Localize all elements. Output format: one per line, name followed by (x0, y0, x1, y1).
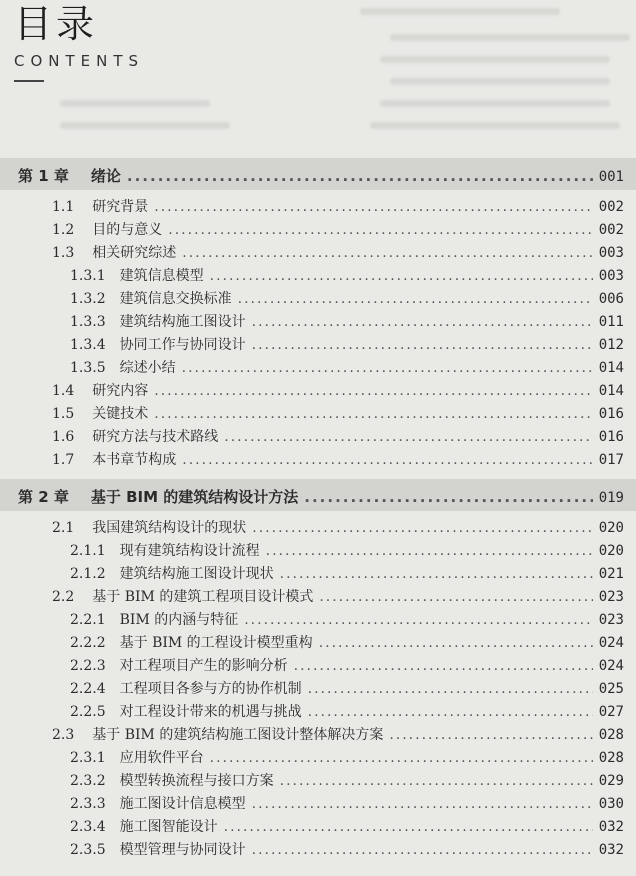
leader-dots (182, 452, 592, 468)
section-title: 建筑结构施工图设计现状 (119, 566, 274, 582)
leader-dots (266, 543, 593, 559)
leader-dots (238, 291, 593, 307)
chapter-entry[interactable] (18, 486, 624, 507)
section-number: 2.1.2 (70, 566, 106, 582)
section-page-number: 028 (598, 727, 624, 743)
section-page-number: 027 (598, 704, 624, 720)
leader-dots (210, 750, 593, 766)
section-number: 2.1.1 (70, 543, 106, 559)
section-number: 1.3.2 (70, 291, 106, 307)
section-number: 2.3.3 (70, 796, 106, 812)
subsection-entry[interactable] (70, 701, 624, 721)
leader-dots (319, 589, 592, 605)
section-page-number: 020 (598, 520, 624, 536)
section-page-number: 011 (598, 314, 624, 330)
section-number: 1.3.5 (70, 360, 106, 376)
section-title: 工程项目各参与方的协作机制 (119, 681, 302, 697)
section-title: 应用软件平台 (119, 750, 204, 766)
leader-dots (182, 360, 593, 376)
section-title: BIM 的内涵与特征 (119, 612, 239, 628)
section-title: 目的与意义 (92, 222, 163, 238)
leader-dots (252, 520, 592, 536)
section-title: 基于 BIM 的工程设计模型重构 (119, 635, 313, 651)
section-page-number: 032 (598, 819, 624, 835)
section-page-number: 023 (598, 612, 624, 628)
section-page-number: 012 (598, 337, 624, 353)
subsection-entry[interactable] (70, 793, 624, 813)
section-entry[interactable] (52, 219, 624, 239)
section-page-number: 017 (598, 452, 624, 468)
leader-dots (389, 727, 592, 743)
leader-dots (280, 566, 593, 582)
section-page-number: 025 (598, 681, 624, 697)
subsection-entry[interactable] (70, 678, 624, 698)
section-page-number: 002 (598, 222, 624, 238)
section-number: 1.3 (52, 245, 75, 261)
section-page-number: 029 (598, 773, 624, 789)
leader-dots (294, 658, 593, 674)
section-title: 对工程项目产生的影响分析 (119, 658, 288, 674)
page-subtitle: CONTENTS (14, 52, 145, 70)
section-page-number: 014 (598, 383, 624, 399)
leader-dots (154, 383, 592, 399)
section-page-number: 003 (598, 245, 624, 261)
section-title: 相关研究综述 (92, 245, 177, 261)
chapter-page-number: 019 (598, 490, 624, 506)
section-entry[interactable] (52, 196, 624, 216)
chapter-title: 绪论 (90, 167, 121, 185)
section-number: 1.2 (52, 222, 75, 238)
ghost-line (390, 78, 610, 85)
section-number: 2.2 (52, 589, 75, 605)
section-title: 建筑信息交换标准 (119, 291, 232, 307)
toc-header (14, 4, 144, 82)
section-page-number: 021 (598, 566, 624, 582)
subsection-entry[interactable] (70, 288, 624, 308)
section-number: 1.5 (52, 406, 75, 422)
section-entry[interactable] (52, 449, 624, 469)
leader-dots (127, 167, 593, 185)
section-title: 模型转换流程与接口方案 (119, 773, 274, 789)
section-title: 基于 BIM 的建筑工程项目设计模式 (92, 589, 314, 605)
leader-dots (182, 245, 592, 261)
section-number: 1.7 (52, 452, 75, 468)
page-title: 目录 (14, 2, 99, 46)
section-title: 对工程设计带来的机遇与挑战 (119, 704, 302, 720)
section-title: 模型管理与协同设计 (119, 842, 246, 858)
section-title: 我国建筑结构设计的现状 (92, 520, 247, 536)
ghost-line (390, 34, 630, 41)
section-page-number: 024 (598, 658, 624, 674)
section-title: 基于 BIM 的建筑结构施工图设计整体解决方案 (92, 727, 384, 743)
section-entry[interactable] (52, 586, 624, 606)
section-title: 建筑信息模型 (119, 268, 204, 284)
subsection-entry[interactable] (70, 632, 624, 652)
section-number: 1.3.3 (70, 314, 106, 330)
section-title: 协同工作与协同设计 (119, 337, 246, 353)
section-number: 2.3.4 (70, 819, 106, 835)
section-title: 研究内容 (92, 383, 149, 399)
section-title: 研究背景 (92, 199, 149, 215)
section-entry[interactable] (52, 380, 624, 400)
section-number: 2.2.3 (70, 658, 106, 674)
chapter-number: 第 1 章 (18, 167, 69, 185)
section-entry[interactable] (52, 724, 624, 744)
section-number: 2.2.1 (70, 612, 106, 628)
section-page-number: 030 (598, 796, 624, 812)
subsection-entry[interactable] (70, 747, 624, 767)
leader-dots (224, 819, 593, 835)
section-number: 2.2.2 (70, 635, 106, 651)
section-page-number: 016 (598, 406, 624, 422)
section-number: 2.3 (52, 727, 75, 743)
subsection-entry[interactable] (70, 609, 624, 629)
section-title: 建筑结构施工图设计 (119, 314, 246, 330)
ghost-line (60, 100, 210, 107)
leader-dots (252, 337, 593, 353)
section-page-number: 024 (598, 635, 624, 651)
ghost-line (60, 122, 230, 129)
section-page-number: 023 (598, 589, 624, 605)
section-title: 关键技术 (92, 406, 149, 422)
subsection-entry[interactable] (70, 334, 624, 354)
section-page-number: 006 (598, 291, 624, 307)
leader-dots (308, 704, 593, 720)
section-title: 研究方法与技术路线 (92, 429, 219, 445)
section-page-number: 028 (598, 750, 624, 766)
subsection-entry[interactable] (70, 839, 624, 859)
section-number: 2.2.5 (70, 704, 106, 720)
section-title: 本书章节构成 (92, 452, 177, 468)
leader-dots (252, 314, 593, 330)
chapter-title: 基于 BIM 的建筑结构设计方法 (90, 488, 299, 506)
ghost-line (360, 8, 560, 15)
section-number: 1.3.1 (70, 268, 106, 284)
section-entry[interactable] (52, 517, 624, 537)
leader-dots (168, 222, 592, 238)
section-number: 2.1 (52, 520, 75, 536)
section-page-number: 014 (598, 360, 624, 376)
section-title: 施工图设计信息模型 (119, 796, 246, 812)
ghost-line (370, 122, 620, 129)
section-entry[interactable] (52, 242, 624, 262)
ghost-line (380, 100, 610, 107)
chapter-entry[interactable] (18, 165, 624, 186)
leader-dots (319, 635, 593, 651)
section-number: 1.3.4 (70, 337, 106, 353)
section-page-number: 002 (598, 199, 624, 215)
chapter-page-number: 001 (598, 169, 624, 185)
section-title: 综述小结 (119, 360, 176, 376)
section-number: 1.1 (52, 199, 75, 215)
section-number: 2.3.5 (70, 842, 106, 858)
leader-dots (308, 681, 593, 697)
section-number: 1.4 (52, 383, 75, 399)
section-number: 1.6 (52, 429, 75, 445)
subsection-entry[interactable] (70, 770, 624, 790)
section-entry[interactable] (52, 426, 624, 446)
section-entry[interactable] (52, 403, 624, 423)
subsection-entry[interactable] (70, 357, 624, 377)
section-page-number: 032 (598, 842, 624, 858)
section-title: 施工图智能设计 (119, 819, 218, 835)
leader-dots (252, 796, 593, 812)
leader-dots (252, 842, 593, 858)
section-page-number: 016 (598, 429, 624, 445)
subsection-entry[interactable] (70, 265, 624, 285)
subsection-entry[interactable] (70, 311, 624, 331)
leader-dots (210, 268, 593, 284)
section-number: 2.3.2 (70, 773, 106, 789)
subsection-entry[interactable] (70, 655, 624, 675)
leader-dots (304, 488, 592, 506)
chapter-number: 第 2 章 (18, 488, 69, 506)
title-divider (14, 80, 44, 82)
section-page-number: 003 (598, 268, 624, 284)
ghost-line (380, 56, 610, 63)
leader-dots (244, 612, 592, 628)
leader-dots (154, 199, 592, 215)
section-number: 2.3.1 (70, 750, 106, 766)
leader-dots (224, 429, 592, 445)
subsection-entry[interactable] (70, 816, 624, 836)
subsection-entry[interactable] (70, 540, 624, 560)
leader-dots (280, 773, 593, 789)
section-title: 现有建筑结构设计流程 (119, 543, 260, 559)
section-number: 2.2.4 (70, 681, 106, 697)
subsection-entry[interactable] (70, 563, 624, 583)
section-page-number: 020 (598, 543, 624, 559)
leader-dots (154, 406, 592, 422)
